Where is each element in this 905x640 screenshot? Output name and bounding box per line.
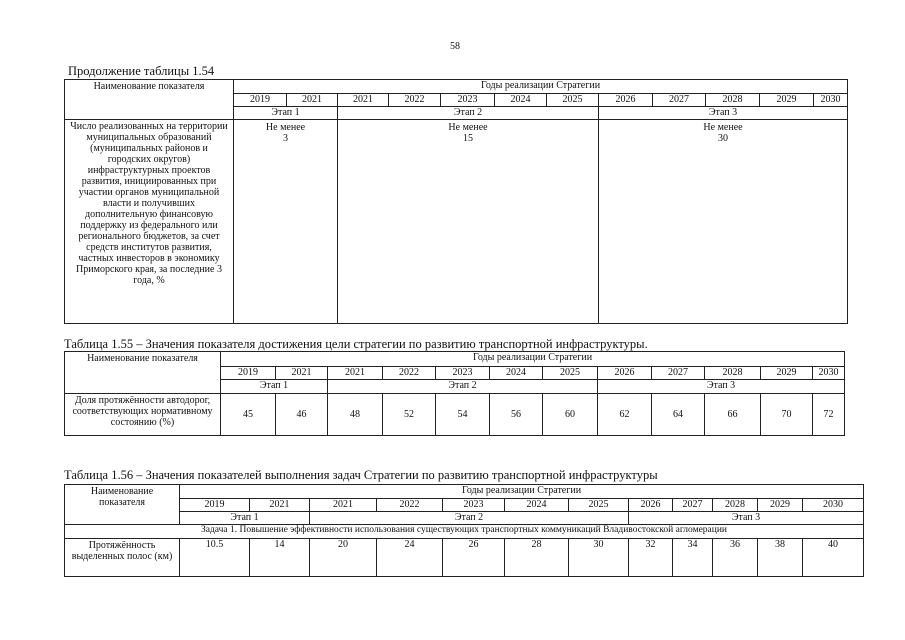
- stage-cell: Этап 1: [180, 512, 310, 525]
- year-cell: 2025: [569, 499, 629, 512]
- value-cell: 60: [543, 394, 598, 436]
- value-cell: 66: [705, 394, 761, 436]
- year-cell: 2027: [673, 499, 713, 512]
- value-cell: 70: [761, 394, 813, 436]
- year-cell: 2026: [599, 94, 653, 107]
- value-cell: 28: [505, 539, 569, 577]
- year-cell: 2021: [250, 499, 310, 512]
- year-cell: 2027: [652, 367, 705, 380]
- year-cell: 2023: [443, 499, 505, 512]
- year-cell: 2022: [377, 499, 443, 512]
- value-cell: 14: [250, 539, 310, 577]
- year-cell: 2023: [436, 367, 490, 380]
- year-cell: 2024: [490, 367, 543, 380]
- indicator-name: Доля протяжённости автодорог, соответствующих нормативному состоянию (%): [65, 394, 221, 436]
- year-cell: 2022: [389, 94, 441, 107]
- value-cell: 24: [377, 539, 443, 577]
- value-label: Не менее: [703, 122, 743, 133]
- stage-cell: Этап 2: [338, 107, 599, 120]
- value-cell: 64: [652, 394, 705, 436]
- value-cell: [234, 120, 338, 324]
- year-cell: 2028: [705, 367, 761, 380]
- stage-cell: Этап 2: [310, 512, 629, 525]
- year-cell: 2030: [814, 94, 848, 107]
- indicator-name: Протяжённость выделенных полос (км): [65, 539, 180, 577]
- value-cell: 40: [803, 539, 864, 577]
- value-cell: 34: [673, 539, 713, 577]
- stage-cell: Этап 1: [221, 380, 328, 394]
- value-cell: 46: [276, 394, 328, 436]
- stage-cell: Этап 2: [328, 380, 598, 394]
- value-cell: [338, 120, 599, 324]
- value-cell: 54: [436, 394, 490, 436]
- value-cell: 52: [383, 394, 436, 436]
- value-cell: 32: [629, 539, 673, 577]
- value-cell: 10.5: [180, 539, 250, 577]
- name-header: Наименование показателя: [65, 352, 221, 394]
- name-header: Наименование показателя: [65, 485, 180, 525]
- year-cell: 2026: [629, 499, 673, 512]
- value-label: Не менее: [448, 122, 488, 133]
- year-cell: 2028: [713, 499, 758, 512]
- year-cell: 2019: [221, 367, 276, 380]
- table-154-caption: Продолжение таблицы 1.54: [68, 64, 215, 78]
- name-header: Наименование показателя: [65, 80, 234, 120]
- year-cell: 2028: [706, 94, 760, 107]
- table-154: [64, 79, 848, 324]
- year-cell: 2024: [505, 499, 569, 512]
- value-cell: 45: [221, 394, 276, 436]
- year-cell: 2021: [276, 367, 328, 380]
- page-number: 58: [450, 41, 460, 52]
- year-cell: 2024: [495, 94, 547, 107]
- value-cell: [599, 120, 848, 324]
- value-cell: 62: [598, 394, 652, 436]
- year-cell: 2021: [338, 94, 389, 107]
- year-cell: 2019: [180, 499, 250, 512]
- year-cell: 2029: [760, 94, 814, 107]
- stage-cell: Этап 3: [599, 107, 848, 120]
- value-number: 15: [463, 133, 473, 144]
- year-cell: 2029: [758, 499, 803, 512]
- table-155-caption: Таблица 1.55 – Значения показателя достижения цели стратегии по развитию транспортной инфраструктуры.: [64, 337, 648, 351]
- value-number: 3: [283, 133, 288, 144]
- year-cell: 2022: [383, 367, 436, 380]
- stage-cell: Этап 3: [598, 380, 845, 394]
- years-header: Годы реализации Стратегии: [234, 80, 848, 94]
- value-cell: 72: [813, 394, 845, 436]
- year-cell: 2025: [543, 367, 598, 380]
- task-row: Задача 1. Повышение эффективности использования существующих транспортных коммуникаций Владивостокской агломерации: [65, 525, 864, 539]
- year-cell: 2027: [653, 94, 706, 107]
- year-cell: 2029: [761, 367, 813, 380]
- year-cell: 2021: [310, 499, 377, 512]
- year-cell: 2030: [803, 499, 864, 512]
- stage-cell: Этап 1: [234, 107, 338, 120]
- year-cell: 2023: [441, 94, 495, 107]
- year-cell: 2021: [287, 94, 338, 107]
- value-cell: 26: [443, 539, 505, 577]
- table-155: [64, 351, 845, 436]
- year-cell: 2019: [234, 94, 287, 107]
- value-cell: 56: [490, 394, 543, 436]
- years-header: Годы реализации Стратегии: [180, 485, 864, 499]
- stage-cell: Этап 3: [629, 512, 864, 525]
- value-number: 30: [718, 133, 728, 144]
- year-cell: 2025: [547, 94, 599, 107]
- value-cell: 36: [713, 539, 758, 577]
- value-cell: 20: [310, 539, 377, 577]
- years-header: Годы реализации Стратегии: [221, 352, 845, 367]
- table-156-caption: Таблица 1.56 – Значения показателей выполнения задач Стратегии по развитию транспортной инфраструктуры: [64, 468, 658, 482]
- value-cell: 38: [758, 539, 803, 577]
- value-cell: 48: [328, 394, 383, 436]
- year-cell: 2026: [598, 367, 652, 380]
- indicator-name: Число реализованных на территории муниципальных образований (муниципальных районов и городских округов) инфраструктурных проектов развития, инициированных при участии органов муниципальной власти и получивших дополнительную финансовую поддержку из федерального или регионального бюджетов, за счет средств институтов развития, частных инвесторов в экономику Приморского края, за последние 3 года, %: [65, 120, 234, 324]
- value-label: Не менее: [265, 122, 306, 133]
- value-cell: 30: [569, 539, 629, 577]
- table-156: [64, 484, 864, 577]
- year-cell: 2021: [328, 367, 383, 380]
- year-cell: 2030: [813, 367, 845, 380]
